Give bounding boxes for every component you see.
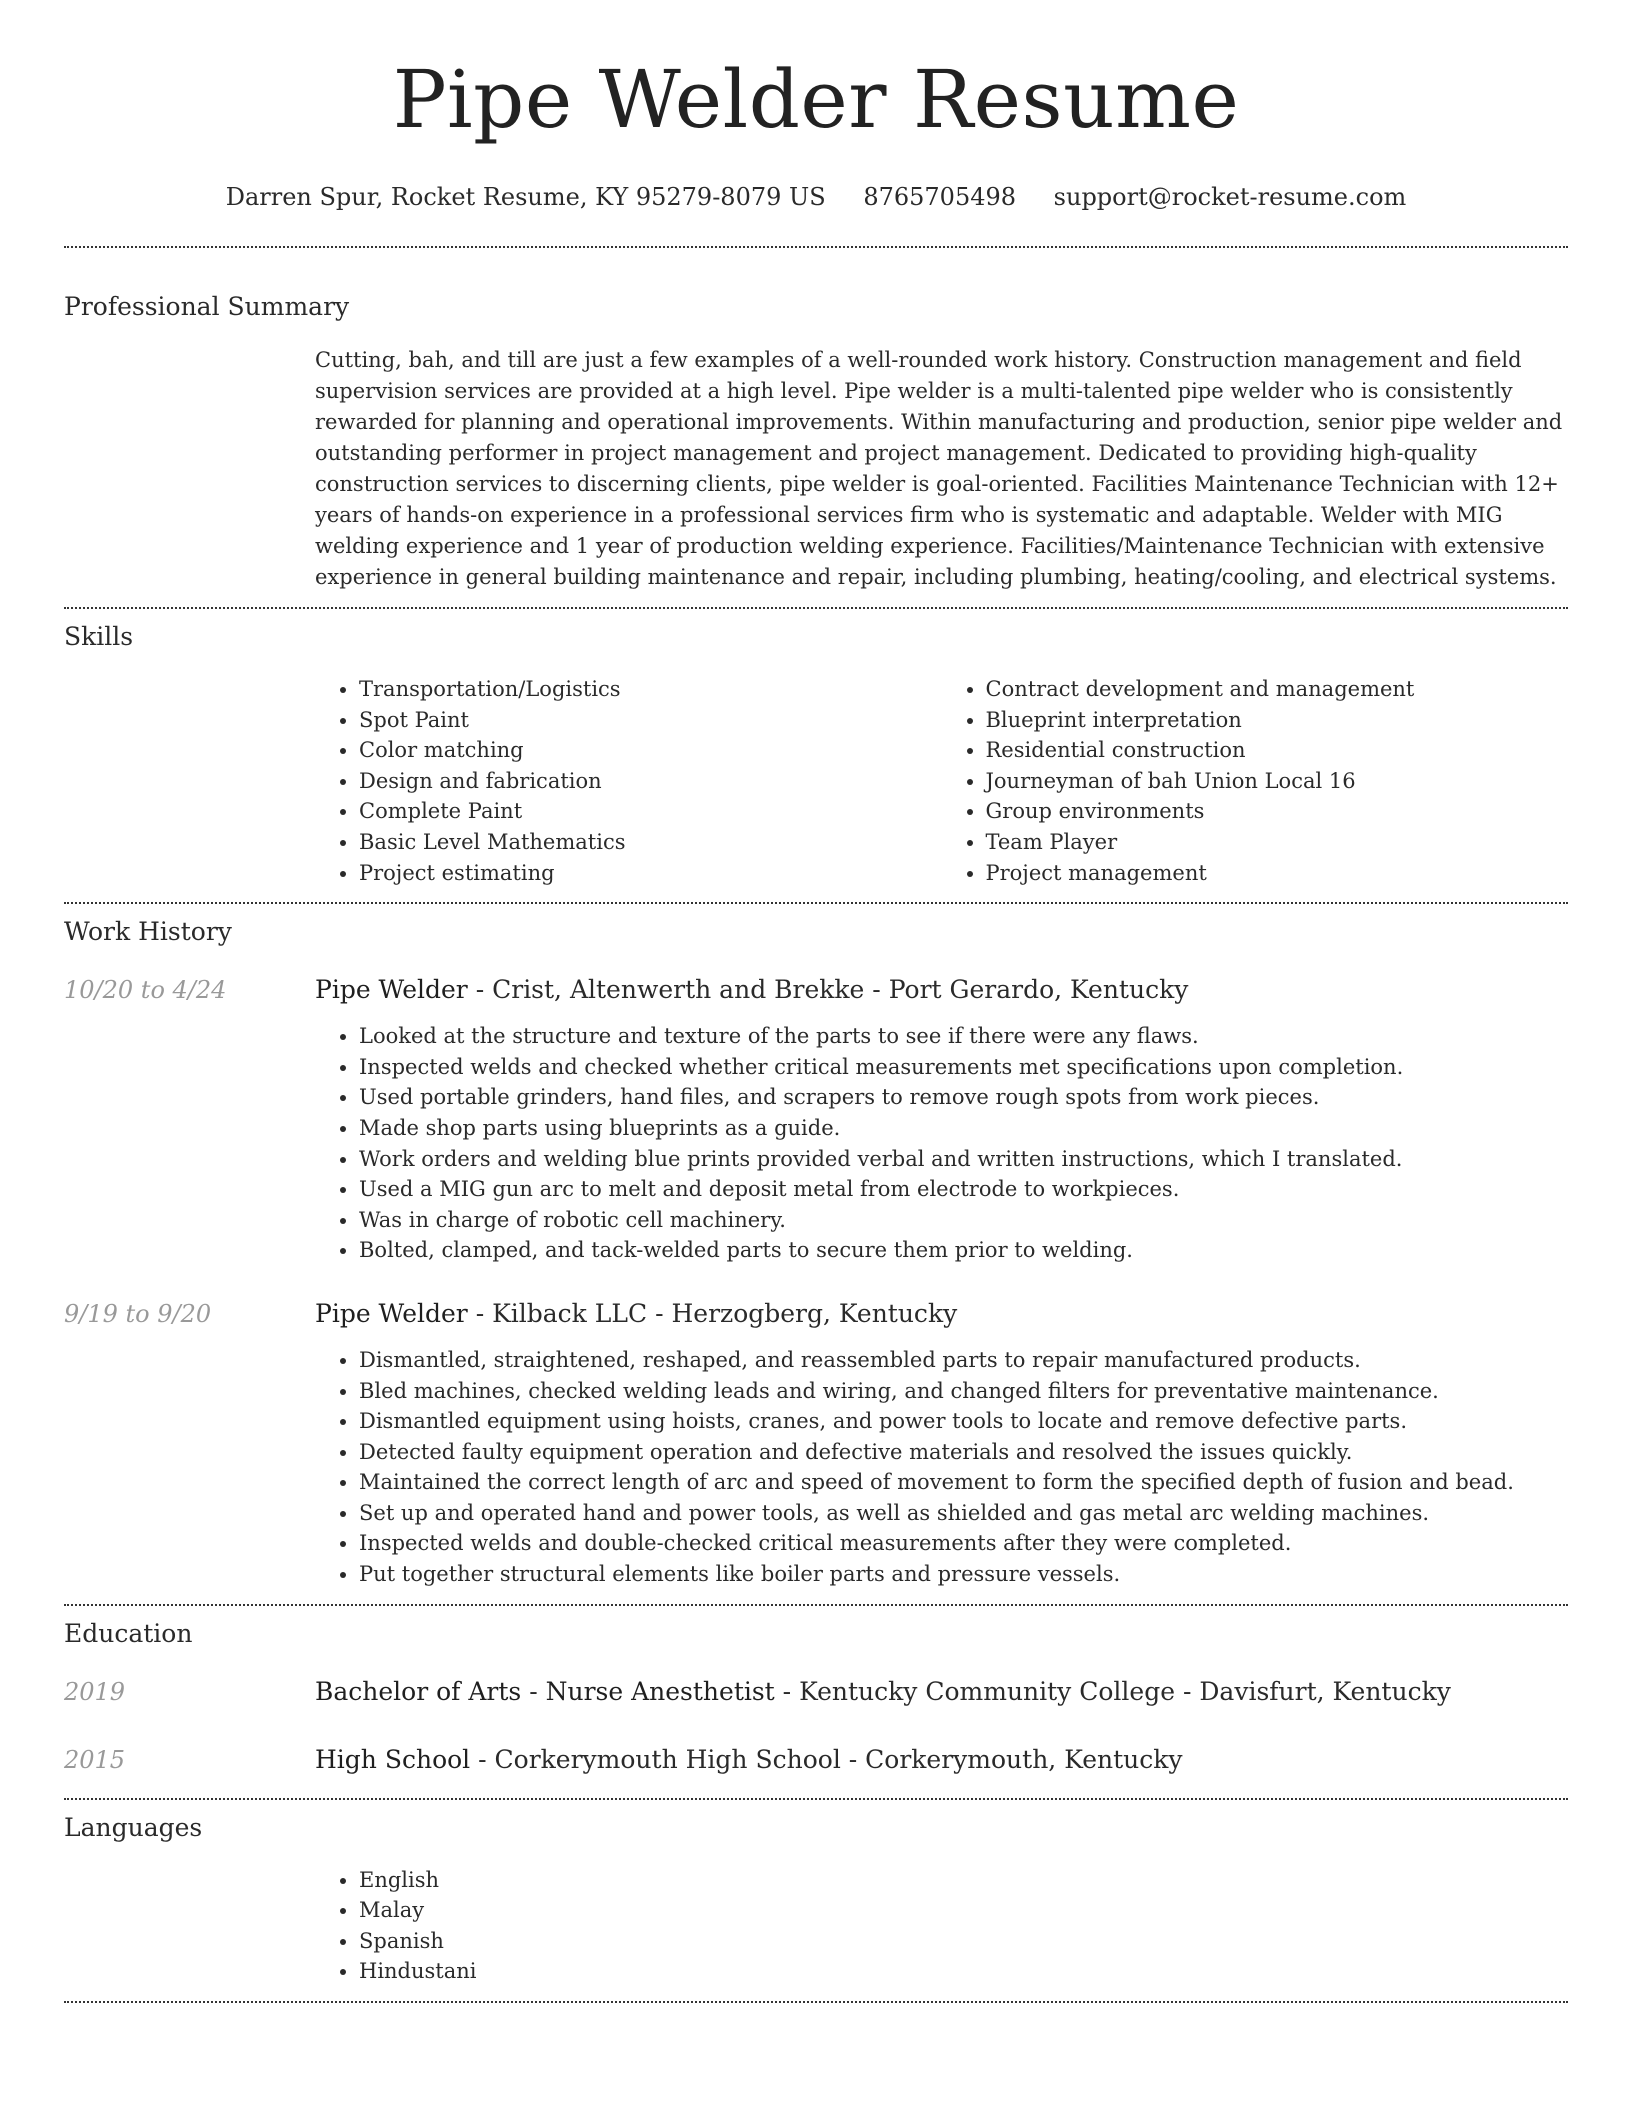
languages-list xyxy=(315,1865,1568,1987)
divider xyxy=(64,607,1568,609)
list-item: • Spanish xyxy=(359,1926,1568,1957)
list-item: • Set up and operated hand and power tools, as well as shielded and gas metal arc welding machines. xyxy=(359,1498,1568,1529)
list-item: • Inspected welds and checked whether critical measurements met specifications upon completion. xyxy=(359,1052,1568,1083)
list-item: • Basic Level Mathematics xyxy=(359,827,942,858)
list-item: • Complete Paint xyxy=(359,796,942,827)
job-bullets xyxy=(315,1345,1568,1590)
list-item: • English xyxy=(359,1865,1568,1896)
job-entry xyxy=(64,1297,1568,1590)
education-section xyxy=(64,1617,1568,1777)
list-item: • Put together structural elements like boiler parts and pressure vessels. xyxy=(359,1559,1568,1590)
list-item: • Inspected welds and double-checked critical measurements after they were completed. xyxy=(359,1528,1568,1559)
job-dates: 9/19 to 9/20 xyxy=(64,1299,212,1328)
skills-list-left xyxy=(315,674,942,888)
section-heading-summary: Professional Summary xyxy=(64,292,350,321)
list-item: • Team Player xyxy=(986,827,1569,858)
list-item: • Dismantled equipment using hoists, cranes, and power tools to locate and remove defective parts. xyxy=(359,1406,1568,1437)
education-school: Kentucky Community College xyxy=(799,1676,1176,1706)
list-item: • Malay xyxy=(359,1895,1568,1926)
contact-phone: 8765705498 xyxy=(863,183,1017,211)
languages-section xyxy=(64,1811,1568,1987)
job-bullets xyxy=(315,1021,1568,1266)
contact-email: support@rocket-resume.com xyxy=(1053,183,1407,211)
list-item: • Looked at the structure and texture of the parts to see if there were any flaws. xyxy=(359,1021,1568,1052)
list-item: • Project management xyxy=(986,858,1569,889)
divider xyxy=(64,1798,1568,1800)
list-item: • Hindustani xyxy=(359,1956,1568,1987)
list-item: • Used a MIG gun arc to melt and deposit metal from electrode to workpieces. xyxy=(359,1174,1568,1205)
list-item: • Work orders and welding blue prints provided verbal and written instructions, which I translated. xyxy=(359,1144,1568,1175)
list-item: • Residential construction xyxy=(986,735,1569,766)
list-item: • Used portable grinders, hand files, and scrapers to remove rough spots from work pieces. xyxy=(359,1082,1568,1113)
list-item: • Blueprint interpretation xyxy=(986,705,1569,736)
education-title-line: Bachelor of Arts - Nurse Anesthetist - Kentucky Community College - Davisfurt, Kentucky xyxy=(315,1676,1451,1706)
skills-section xyxy=(64,620,1568,888)
education-year: 2015 xyxy=(64,1745,126,1774)
list-item: • Bled machines, checked welding leads and wiring, and changed filters for preventative maintenance. xyxy=(359,1376,1568,1407)
summary-text: Cutting, bah, and till are just a few examples of a well-rounded work history. Construction management and field supervision services are provided at a high level. Pipe welder is a multi-talented pipe welder who is consistently rewarded for planning and operational improvements. Within manufacturing and production, senior pipe welder and outstanding performer in project management and project management. Dedicated to providing high-quality construction services to discerning clients, pipe welder is goal-oriented. Facilities Maintenance Technician with 12+ years of hands-on experience in a professional services firm who is systematic and adaptable. Welder with MIG welding experience and 1 year of production welding experience. Facilities/Maintenance Technician with extensive experience in general building maintenance and repair, including plumbing, heating/cooling, and electrical systems. xyxy=(315,348,1563,589)
job-entry xyxy=(64,973,1568,1266)
job-title: Pipe Welder xyxy=(315,975,468,1005)
resume-page xyxy=(64,0,1568,2003)
education-field: Nurse Anesthetist xyxy=(545,1676,775,1706)
job-title: Pipe Welder xyxy=(315,1298,468,1328)
list-item: • Spot Paint xyxy=(359,705,942,736)
education-year: 2019 xyxy=(64,1677,126,1706)
summary-section xyxy=(64,290,1568,593)
list-item: • Made shop parts using blueprints as a guide. xyxy=(359,1113,1568,1144)
job-title-line: Pipe Welder - Crist, Altenwerth and Brekke - Port Gerardo, Kentucky xyxy=(315,975,1189,1005)
job-title-line: Pipe Welder - Kilback LLC - Herzogberg, Kentucky xyxy=(315,1298,958,1328)
list-item: • Maintained the correct length of arc and speed of movement to form the specified depth of fusion and bead. xyxy=(359,1467,1568,1498)
education-location: Corkerymouth, Kentucky xyxy=(865,1744,1183,1774)
contact-address: Darren Spur, Rocket Resume, KY 95279-8079 US xyxy=(225,183,826,211)
education-entry xyxy=(64,1675,1568,1709)
education-title-line: High School - Corkerymouth High School - Corkerymouth, Kentucky xyxy=(315,1744,1183,1774)
list-item: • Project estimating xyxy=(359,858,942,889)
list-item: • Group environments xyxy=(986,796,1569,827)
list-item: • Journeyman of bah Union Local 16 xyxy=(986,766,1569,797)
section-heading-languages: Languages xyxy=(64,1812,203,1842)
section-heading-work: Work History xyxy=(64,917,232,947)
list-item: • Dismantled, straightened, reshaped, and reassembled parts to repair manufactured products. xyxy=(359,1345,1568,1376)
education-location: Davisfurt, Kentucky xyxy=(1199,1676,1451,1706)
education-school: Corkerymouth High School xyxy=(494,1744,841,1774)
job-company: Crist, Altenwerth and Brekke xyxy=(492,975,865,1005)
skills-list-right xyxy=(942,674,1569,888)
education-degree: Bachelor of Arts xyxy=(315,1676,522,1706)
resume-title: Pipe Welder Resume xyxy=(392,53,1240,146)
divider xyxy=(64,2001,1568,2003)
job-company: Kilback LLC xyxy=(492,1298,648,1328)
work-section xyxy=(64,915,1568,1590)
job-location: Herzogberg, Kentucky xyxy=(671,1298,958,1328)
divider xyxy=(64,246,1568,248)
list-item: • Transportation/Logistics xyxy=(359,674,942,705)
list-item: • Was in charge of robotic cell machinery. xyxy=(359,1205,1568,1236)
list-item: • Contract development and management xyxy=(986,674,1569,705)
contact-line xyxy=(64,180,1568,214)
job-dates: 10/20 to 4/24 xyxy=(64,976,227,1005)
section-heading-education: Education xyxy=(64,1618,193,1648)
list-item: • Color matching xyxy=(359,735,942,766)
list-item: • Detected faulty equipment operation and defective materials and resolved the issues quickly. xyxy=(359,1437,1568,1468)
section-heading-skills: Skills xyxy=(64,622,134,651)
divider xyxy=(64,1604,1568,1606)
list-item: • Bolted, clamped, and tack-welded parts to secure them prior to welding. xyxy=(359,1235,1568,1266)
education-degree: High School xyxy=(315,1744,471,1774)
job-location: Port Gerardo, Kentucky xyxy=(888,975,1189,1005)
education-entry xyxy=(64,1743,1568,1777)
list-item: • Design and fabrication xyxy=(359,766,942,797)
divider xyxy=(64,902,1568,904)
